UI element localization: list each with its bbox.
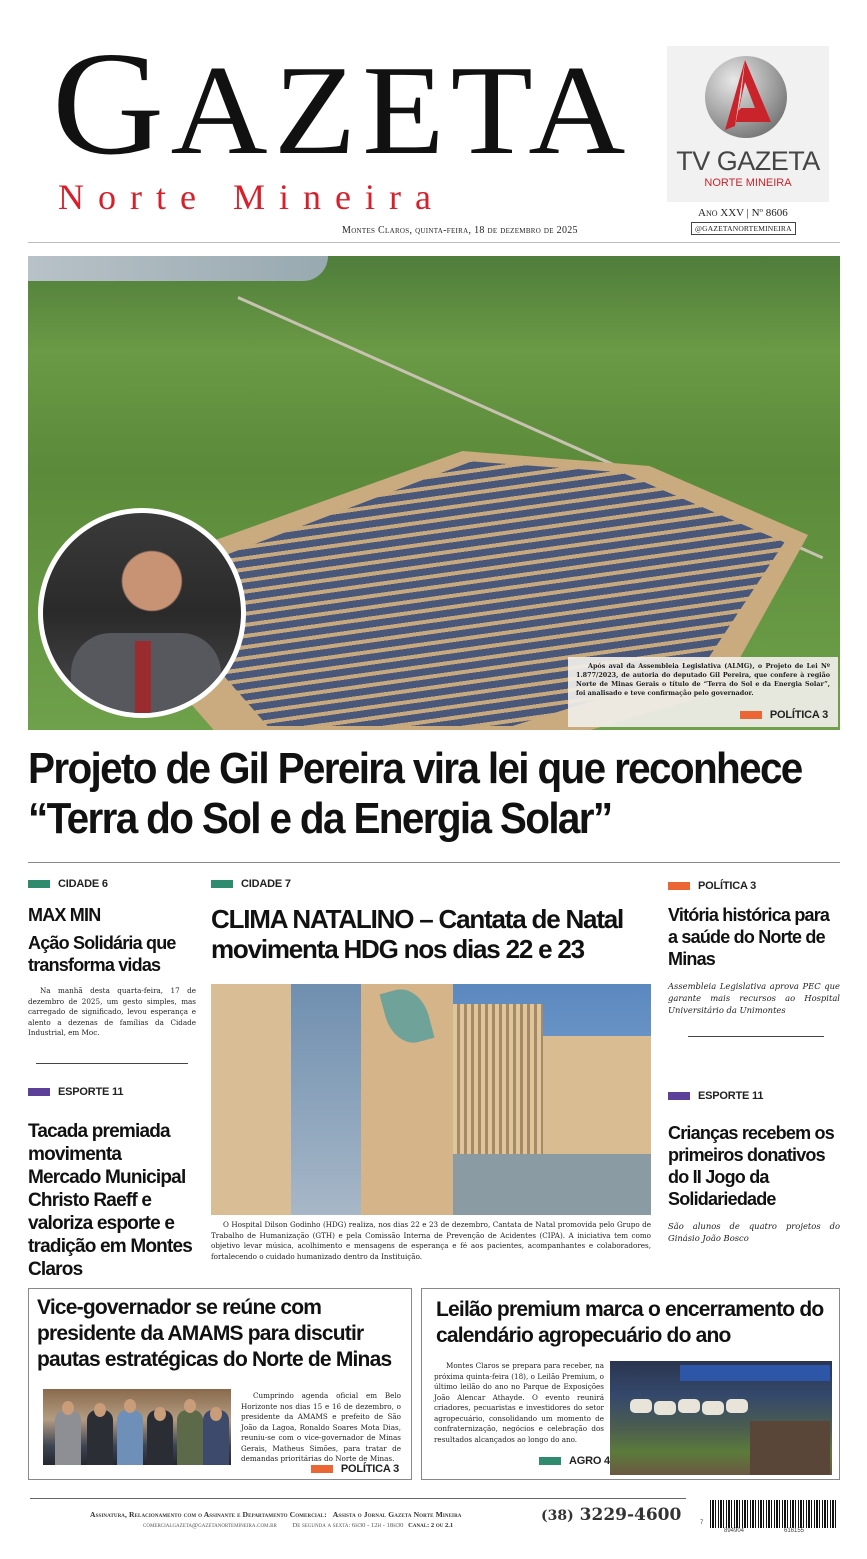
story-criancas-donativos[interactable] xyxy=(668,1090,840,1244)
section-label: POLÍTICA 3 xyxy=(340,1463,399,1475)
story-subtitle: Assembleia Legislativa aprova PEC que garante mais recursos ao Hospital Universitário da Unimontes xyxy=(668,981,840,1015)
masthead-title xyxy=(52,22,632,186)
story-subtitle: São alunos de quatro projetos do Ginásio João Bosco xyxy=(668,1221,840,1243)
photo-glass-facade xyxy=(291,984,361,1215)
section-tag-cidade[interactable] xyxy=(211,878,651,890)
section-label: POLÍTICA 3 xyxy=(769,709,828,721)
social-handle[interactable]: @GAZETANORTEMINEIRA xyxy=(691,222,796,235)
photo-head xyxy=(62,1401,74,1415)
footer-channel: Canal: 2 ou 2.1 xyxy=(408,1522,454,1529)
headline-divider xyxy=(28,862,840,863)
story-vitoria-historica[interactable] xyxy=(668,880,840,1037)
hero-caption-text: Após aval da Assembleia Legislativa (ALMG), o Projeto de Lei Nº 1.877/2023, de autoria do deputado Gil Pereira, que confere à região Norte de Minas Gerais o título de “Terra do Sol e da Energia Solar”, foi analisado e teve confirmação pelo governador. xyxy=(576,662,830,697)
section-tag-agro[interactable] xyxy=(539,1455,610,1467)
story-body: O Hospital Dilson Godinho (HDG) realiza, nos dias 22 e 23 de dezembro, Cantata de Natal promovida pelo Grupo de Trabalho de Humanização (GTH) e pela Comissão Interna de Prevenção de Acidentes (CIPA). A iniciativa tem como objetivo levar música, acolhimento e mensagens de esperança e fé aos pacientes, acompanhantes e colaboradores, fortalecendo o cuidado humanizado dentro da Instituição. xyxy=(211,1220,651,1261)
footer-schedule: De segunda a sexta: 6h30 - 12h - 18h30 xyxy=(292,1522,404,1529)
barcode-prefix: 7 xyxy=(700,1520,704,1526)
barcode-right-digits: 616155 xyxy=(784,1528,805,1534)
hospital-photo[interactable] xyxy=(211,984,651,1215)
story-acao-solidaria[interactable] xyxy=(28,878,196,1064)
story-title: Crianças recebem os primeiros donativos do II Jogo da Solidariedade xyxy=(668,1123,834,1209)
main-headline-line1: Projeto de Gil Pereira vira lei que reconhece xyxy=(28,744,802,793)
barcode-left-digits: 894904 xyxy=(724,1528,745,1534)
section-swatch xyxy=(311,1465,333,1473)
story-clima-natalino[interactable] xyxy=(211,878,651,964)
masthead-divider xyxy=(28,242,840,243)
section-swatch xyxy=(28,880,50,888)
masthead-subtitle: Norte Mineira xyxy=(58,177,445,217)
section-label: CIDADE 6 xyxy=(58,878,108,890)
photo-person xyxy=(177,1410,203,1465)
photo-head xyxy=(124,1399,136,1413)
meeting-photo[interactable] xyxy=(43,1389,231,1465)
story-kicker: MAX MIN xyxy=(28,905,101,925)
section-tag-esporte[interactable] xyxy=(28,1086,196,1098)
portrait-photo-gil-pereira[interactable] xyxy=(38,508,246,718)
photo-cattle xyxy=(702,1401,724,1415)
edition-number: Ano XXV | Nº 8606 xyxy=(698,207,788,219)
photo-banner xyxy=(680,1365,830,1381)
story-divider xyxy=(36,1063,188,1064)
story-body: Montes Claros se prepara para receber, na próxima quinta-feira (18), o Leilão Premium, o último leilão do ano no Parque de Exposições João Alencar Athayde. O evento reunirá criadores, pecuaristas e investidores do setor agropecuário, consolidando um momento de confraternização, negócios e celebração dos resultados alcançados ao longo do ano. xyxy=(434,1361,604,1444)
phone-area-code: (38) xyxy=(541,1508,574,1524)
section-tag-cidade[interactable] xyxy=(28,878,196,890)
section-label: ESPORTE 11 xyxy=(58,1086,124,1098)
main-headline[interactable] xyxy=(28,744,802,844)
story-title: Vitória histórica para a saúde do Norte de Minas xyxy=(668,905,830,969)
photo-person xyxy=(87,1410,113,1465)
footer-divider xyxy=(30,1498,686,1499)
footer-watch-label: Assista o Jornal Gazeta Norte Mineira xyxy=(332,1510,462,1519)
dateline: Montes Claros, quinta-feira, 18 de dezembro de 2025 xyxy=(342,225,578,236)
section-tag-politica[interactable] xyxy=(668,880,840,892)
section-swatch xyxy=(740,711,762,719)
photo-wall xyxy=(211,984,291,1215)
story-leilao-premium[interactable] xyxy=(421,1288,840,1480)
section-swatch xyxy=(668,1092,690,1100)
photo-cattle xyxy=(726,1399,748,1413)
section-swatch xyxy=(28,1088,50,1096)
footer-line1 xyxy=(90,1510,462,1519)
footer-service-label: Assinatura, Relacionamento com o Assinante e Departamento Comercial: xyxy=(90,1510,327,1519)
photo-head xyxy=(184,1399,196,1413)
tv-gazeta-logo[interactable] xyxy=(667,46,829,202)
tv-logo-name: TV GAZETA xyxy=(676,146,820,176)
section-tag-politica[interactable] xyxy=(311,1463,399,1475)
section-swatch xyxy=(539,1457,561,1465)
tv-logo-region: NORTE MINEIRA xyxy=(704,177,792,189)
barcode-bars xyxy=(710,1500,838,1528)
section-label: POLÍTICA 3 xyxy=(698,880,757,892)
footer-line2 xyxy=(143,1522,453,1529)
auction-photo[interactable] xyxy=(610,1361,832,1475)
section-swatch xyxy=(668,882,690,890)
photo-entrance xyxy=(453,1154,651,1215)
photo-cattle xyxy=(630,1399,652,1413)
photo-head xyxy=(154,1407,166,1421)
story-title: Vice-governador se reúne com presidente da AMAMS para discutir pautas estratégicas do Norte de Minas xyxy=(37,1296,392,1371)
photo-cattle xyxy=(678,1399,700,1413)
story-title: Ação Solidária que transforma vidas xyxy=(28,933,176,975)
story-title: Leilão premium marca o encerramento do calendário agropecuário do ano xyxy=(436,1298,824,1347)
photo-head xyxy=(94,1403,106,1417)
footer-phone[interactable] xyxy=(541,1505,681,1525)
photo-person xyxy=(117,1410,143,1465)
barcode xyxy=(700,1500,840,1536)
story-tacada-premiada[interactable] xyxy=(28,1086,196,1281)
section-tag-esporte[interactable] xyxy=(668,1090,840,1102)
story-vice-governador[interactable] xyxy=(28,1288,412,1480)
masthead-title-rest: AZETA xyxy=(170,39,632,181)
phone-number: 3229-4600 xyxy=(579,1505,682,1525)
photo-river xyxy=(28,256,328,281)
section-tag-politica[interactable] xyxy=(740,709,828,721)
section-label: ESPORTE 11 xyxy=(698,1090,764,1102)
section-label: CIDADE 7 xyxy=(241,878,291,890)
story-title: CLIMA NATALINO – Cantata de Natal movimenta HDG nos dias 22 e 23 xyxy=(211,904,624,964)
masthead-title-initial: G xyxy=(52,22,171,186)
hero-caption-box xyxy=(568,657,838,727)
story-body: Cumprindo agenda oficial em Belo Horizonte nos dias 15 e 16 de dezembro, o presidente da AMAMS e prefeito de São João da Lagoa, Ronaldo Soares Mota Dias, reuniu-se com o vice-governador de Minas Gerais, Matheus Simões, para tratar de demandas prioritárias do Norte de Minas. xyxy=(241,1391,401,1463)
section-label: AGRO 4 xyxy=(569,1455,610,1467)
photo-person xyxy=(55,1410,81,1465)
photo-head xyxy=(210,1407,222,1421)
photo-cattle xyxy=(654,1401,676,1415)
photo-podium xyxy=(750,1421,830,1475)
story-divider xyxy=(688,1036,824,1037)
story-title: Tacada premiada movimenta Mercado Municipal Christo Raeff e valoriza esporte e tradição em Montes Claros xyxy=(28,1121,193,1280)
section-swatch xyxy=(211,880,233,888)
portrait-tie xyxy=(135,641,151,718)
story-body: Na manhã desta quarta-feira, 17 de dezembro de 2025, um gesto simples, mas carregado de significado, levou esperança e alento a dezenas de famílias da Cidade Industrial, em Moc. xyxy=(28,986,196,1037)
footer-email-link[interactable]: comercialgazeta@gazetanortemineira.com.br xyxy=(143,1522,277,1529)
main-headline-line2: “Terra do Sol e da Energia Solar” xyxy=(28,794,612,843)
tv-globe-icon xyxy=(705,56,787,138)
